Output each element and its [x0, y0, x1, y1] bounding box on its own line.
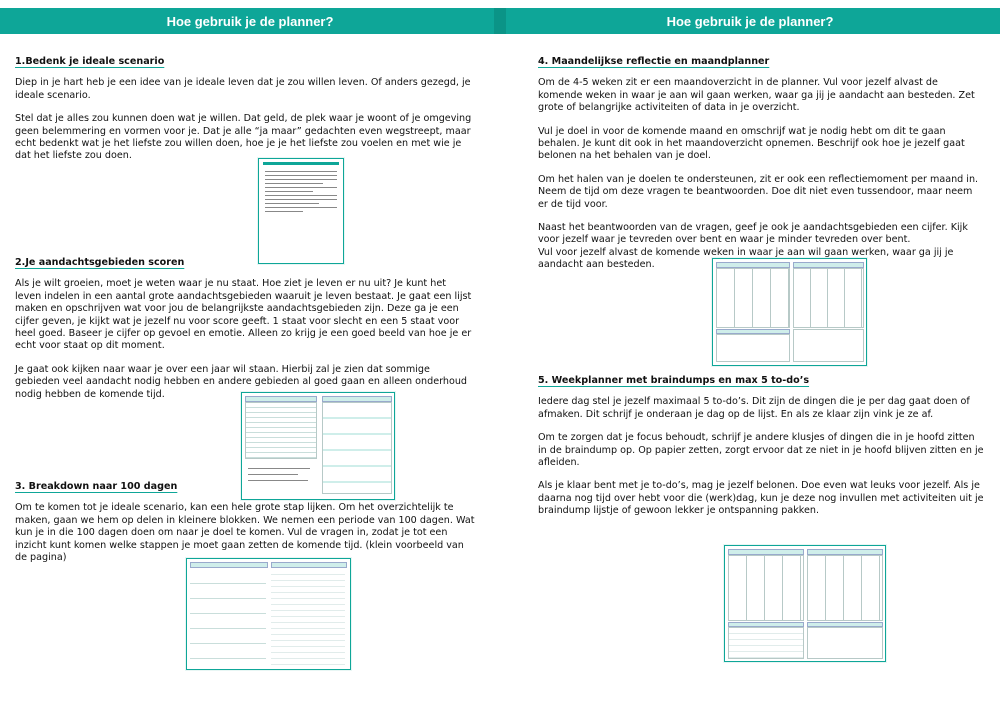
- paragraph: Als je wilt groeien, moet je weten waar je nu staat. Hoe ziet je leven er nu uit? Je kunt het leven indelen in een aantal grote aandachtsgebieden waaruit je leven bestaat. Je gaat een lijst maken en opschrijven wat voor jou de belangrijkste aandachtsgebieden zijn. Deze ga je een cijfer geven, je kijkt wat je jezelf nu voor score geeft. 1 staat voor slecht en een 5 staat voor heel goed. Baseer je cijfer op gevoel en emotie. Alleen zo krijg je een goed beeld van hoe je er echt voor staat op dit moment.: [15, 278, 472, 352]
- section-title: 2.Je aandachtsgebieden scoren: [15, 257, 185, 268]
- left-page-header: [0, 8, 500, 34]
- paragraph: Iedere dag stel je jezelf maximaal 5 to-do’s. Dit zijn de dingen die je per dag gaat doen of afmaken. Dit schrijf je onderaan je dag op de lijst. En als ze klaar zijn vink je ze af.: [538, 396, 970, 420]
- paragraph: Je gaat ook kijken naar waar je over een jaar wil staan. Hierbij zal je zien dat sommige gebieden veel aandacht nodig hebben en andere gebieden al goed gaan en alleen onderhoud nodig hebben de komende tijd.: [15, 363, 468, 400]
- section-title: 1.Bedenk je ideale scenario: [15, 56, 165, 67]
- section-monthly-reflection: [538, 56, 985, 283]
- section-ideal-scenario: [15, 56, 475, 174]
- paragraph: Om het halen van je doelen te ondersteunen, zit er ook een reflectiemoment per maand in. Neem de tijd om deze vragen te beantwoorden. Doe dit niet even tussendoor, maar neem er de tijd voor.: [538, 173, 979, 210]
- paragraph: Diep in je hart heb je een idee van je ideale leven dat je zou willen leven. Of anders gezegd, je ideale scenario.: [15, 77, 471, 101]
- paragraph: Vul voor jezelf alvast de komende weken in waar je aan wil gaan werken, waar ga jij je aandacht aan besteden.: [538, 246, 954, 271]
- paragraph: Om te zorgen dat je focus behoudt, schrijf je andere klusjes of dingen die in je hoofd zitten in de braindump op. Op papier zetten, zorgt ervoor dat ze niet in je hoofd blijven zitten en je afleiden.: [538, 432, 984, 469]
- paragraph: Naast het beantwoorden van de vragen, geef je ook je aandachtsgebieden een cijfer. Kijk voor jezelf waar je tevreden over bent en waar je minder tevreden over bent.: [538, 222, 968, 246]
- section-title: 4. Maandelijkse reflectie en maandplanner: [538, 56, 770, 67]
- right-page-header: [500, 8, 1000, 34]
- section-title: 3. Breakdown naar 100 dagen: [15, 481, 178, 492]
- left-page-title: Hoe gebruik je de planner?: [166, 13, 334, 29]
- paragraph: Om de 4-5 weken zit er een maandoverzicht in de planner. Vul voor jezelf alvast de komende weken in waar je aan wil gaan werken, waar ga jij je aandacht aan besteden. Zet grote of belangrijke activiteiten of data in je overzicht.: [538, 77, 975, 114]
- paragraph: Als je klaar bent met je to-do’s, mag je jezelf belonen. Doe even wat leuks voor jezelf. Als je daarna nog tijd over hebt voor die (werk)dag, kun je deze nog invullen met activiteiten uit je braindump lijstje of gewoon lekker je ontspanning pakken.: [538, 480, 984, 517]
- paragraph: Om te komen tot je ideale scenario, kan een hele grote stap lijken. Om het overzichtelijk te maken, gaan we hem op delen in kleinere blokken. We nemen een periode van 100 dagen. Wat kun je in die 100 dagen doen om naar je doel te komen. Vul de vragen in, zodat je tot een inzicht kunt komen welke stappen je moet gaan zetten de komende tijd. (klein voorbeeld van de pagina): [15, 502, 475, 564]
- paragraph: Stel dat je alles zou kunnen doen wat je willen. Dat geld, de plek waar je woont of je omgeving geen belemmering en vormen voor je. Dat je alle “ja maar” gedachten even wegstreept, maar echt bedenkt wat je het liefste zou willen doen, hoe je je het liefste zou voelen en met wie je dat het liefste zou doen.: [15, 113, 472, 162]
- paragraph: Vul je doel in voor de komende maand en omschrijf wat je nodig hebt om dit te gaan behalen. Je kunt dit ook in het maandoverzicht opnemen. Beschrijf ook hoe je jezelf gaat belonen na het behalen van je doel.: [538, 125, 965, 162]
- section-focus-areas: [15, 257, 475, 412]
- breakdown-page-thumbnail: [186, 558, 351, 670]
- monthly-planner-thumbnail: [712, 258, 867, 366]
- right-page-title: Hoe gebruik je de planner?: [666, 13, 834, 29]
- section-weekplanner: [538, 375, 985, 529]
- weekplanner-thumbnail: [724, 545, 886, 662]
- ideal-scenario-page-thumbnail: [258, 158, 344, 264]
- section-title: 5. Weekplanner met braindumps en max 5 to-do’s: [538, 375, 810, 386]
- page-gutter: [494, 8, 506, 34]
